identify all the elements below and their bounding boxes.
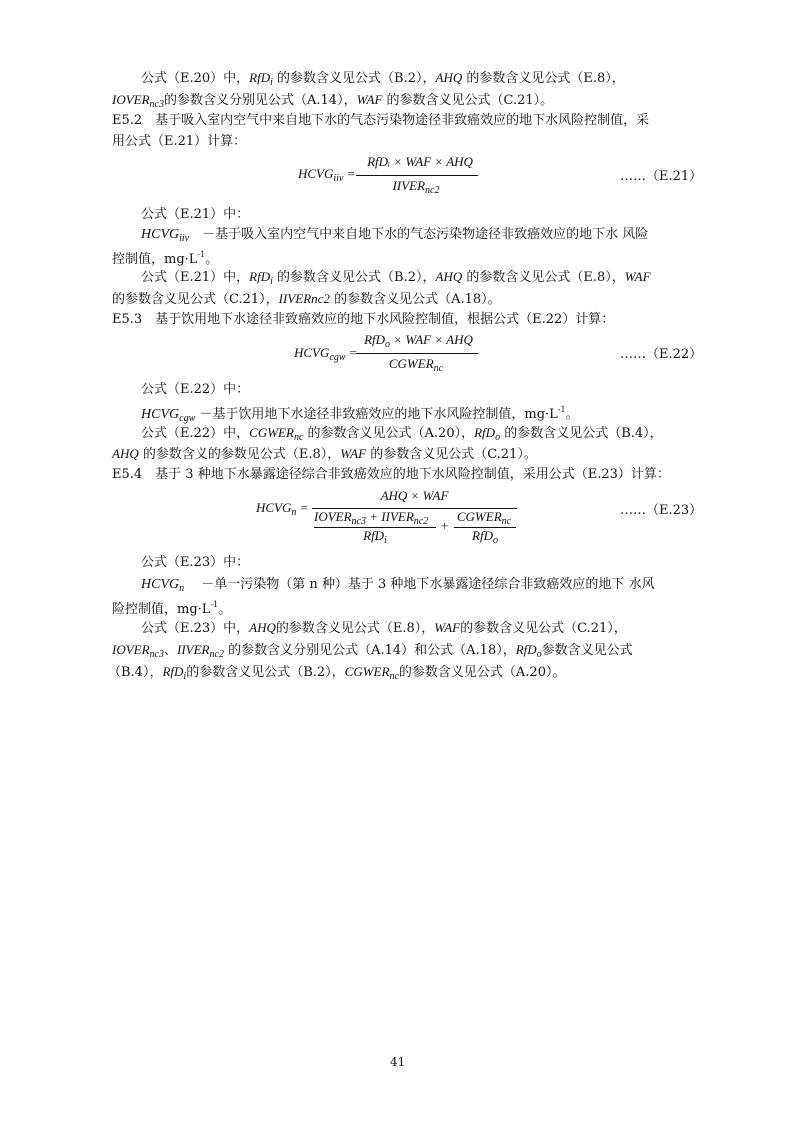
paragraph-e21-cont: 的参数含义见公式（C.21），IIVERnc2 的参数含义见公式（A.18）。 bbox=[112, 291, 501, 307]
where-e22: 公式（E.22）中： bbox=[141, 382, 250, 397]
paragraph-e20: 公式（E.20）中，RfD$_i$ 的参数含义见公式（B.2），AHQ 的参数含义见公式（E.8）， bbox=[141, 70, 625, 88]
paragraph-e22: 公式（E.22）中，$CGWER_{nc}$ 的参数含义见公式（A.20），RfD$_o$ 的参数含义见公式（B.4）， bbox=[141, 425, 663, 443]
definition-hcvg-iiv-cont: 控制值，$mg\cdot L^{-1}$。 bbox=[112, 250, 219, 267]
paragraph-e22-cont: AHQ 的参数含义的参数见公式（E.8），WAF 的参数含义见公式（C.21）。 bbox=[112, 446, 537, 462]
paragraph-e23-cont: $IOVER_{nc3}$、$IIVER_{nc2}$ 的参数含义分别见公式（A.14）和公式（A.18），RfD$_o$参数含义见公式 bbox=[112, 642, 633, 660]
document-page: 公式（E.20）中，RfD$_i$ 的参数含义见公式（B.2），AHQ 的参数含义见公式（E.8）， $IOVER_{nc3}$的参数含义分别见公式（A.14），WAF 的参数含义见公式（C.21）。 E5.2 基于吸入室内空气中来自地下水的气态污染物途径非致癌效应的地下水风险控制值，采 用公式（E.21）计算： $HCVG_{iiv}$ = RfDᵢ × WAF × AHQ $IIVER_{nc2}$ ……（E.21） 公式（E.21）中： $HCVG_{iiv}$ －基于吸入室内空气中来自地下水的气态污染物途径非致癌效应的地下水 风险 控制值，$mg\cdot L^{-1}$。 公式（E.21）中，RfD$_i$ 的参数含义见公式（B.2），AHQ 的参数含义见公式（E.8），WAF 的参数含义见公式（C.21），IIVERnc2 的参数含义见公式（A.18）。 E5.3 基于饮用地下水途径非致癌效应的地下水风险控制值，根据公式（E.22）计算： $HCVG_{cgw}$ = RfD$_o$ × WAF × AHQ $CGWER_{nc}$ ……（E.22） 公式（E.22）中： $HCVG_{cgw}$ －基于饮用地下水途径非致癌效应的地下水风险控制值，$mg\cdot L^{-1}$。 公式（E.22）中，$CGWER_{nc}$ 的参数含义见公式（A.20），RfD$_o$ 的参数含义见公式（B.4）， AHQ 的参数含义的参数见公式（E.8），WAF 的参数含义见公式（C.21）。 E5.4 基于 3 种地下水暴露途径综合非致癌效应的地下水风险控制值，采用公式（E.23）计算： $HCVG_n$ = AHQ × WAF $IOVER_{nc3}$ + $IIVER_{nc2}$ RfD$_i$ + $CGWER_{nc}$ RfD$_o$ ……（E.23） 公式（E.23）中： $HCVG_n$ －单一污染物（第 n 种）基于 3 种地下水暴露途径综合非致癌效应的地下 水风 险控制值，$mg\cdot L^{-1}$。 公式（E.23）中，AHQ的参数含义见公式（E.8），WAF的参数含义见公式（C.21）， $IOVER_{nc3}$、$IIVER_{nc2}$ 的参数含义分别见公式（A.14）和公式（A.18），RfD$_o$参数含义见公式 （B.4），RfD$_i$的参数含义见公式（B.2），$CGWER_{nc}$的参数含义见公式（A.20）。 41 bbox=[108, 70, 703, 1069]
definition-hcvg-n: $HCVG_n$ －单一污染物（第 n 种）基于 3 种地下水暴露途径综合非致癌效应的地下 水风 bbox=[141, 577, 655, 594]
definition-hcvg-n-cont: 险控制值，$mg\cdot L^{-1}$。 bbox=[112, 600, 232, 617]
section-e54-heading: E5.4 基于 3 种地下水暴露途径综合非致癌效应的地下水风险控制值，采用公式（E.23）计算： bbox=[112, 467, 670, 482]
page-number: 41 bbox=[390, 1055, 406, 1069]
where-e21: 公式（E.21）中： bbox=[141, 207, 250, 222]
section-e53-heading: E5.3 基于饮用地下水途径非致癌效应的地下水风险控制值，根据公式（E.22）计算： bbox=[112, 312, 615, 327]
paragraph-e21: 公式（E.21）中，RfD$_i$ 的参数含义见公式（B.2），AHQ 的参数含义见公式（E.8），WAF bbox=[141, 269, 651, 287]
where-e23: 公式（E.23）中： bbox=[141, 555, 250, 570]
definition-hcvg-iiv: $HCVG_{iiv}$ －基于吸入室内空气中来自地下水的气态污染物途径非致癌效应的地下水 风险 bbox=[141, 227, 649, 244]
paragraph-e23: 公式（E.23）中，AHQ的参数含义见公式（E.8），WAF的参数含义见公式（C.21）， bbox=[141, 620, 627, 636]
definition-hcvg-cgw: $HCVG_{cgw}$ －基于饮用地下水途径非致癌效应的地下水风险控制值，$mg\cdot L^{-1}$。 bbox=[141, 405, 579, 424]
paragraph-e23-cont2: （B.4），RfD$_i$的参数含义见公式（B.2），$CGWER_{nc}$的参数含义见公式（A.20）。 bbox=[108, 664, 566, 682]
paragraph-e20-cont: $IOVER_{nc3}$的参数含义分别见公式（A.14），WAF 的参数含义见公式（C.21）。 bbox=[112, 92, 554, 110]
section-e52-heading-cont: 用公式（E.21）计算： bbox=[112, 134, 247, 149]
section-e52-heading: E5.2 基于吸入室内空气中来自地下水的气态污染物途径非致癌效应的地下水风险控制值，采 bbox=[112, 113, 650, 128]
